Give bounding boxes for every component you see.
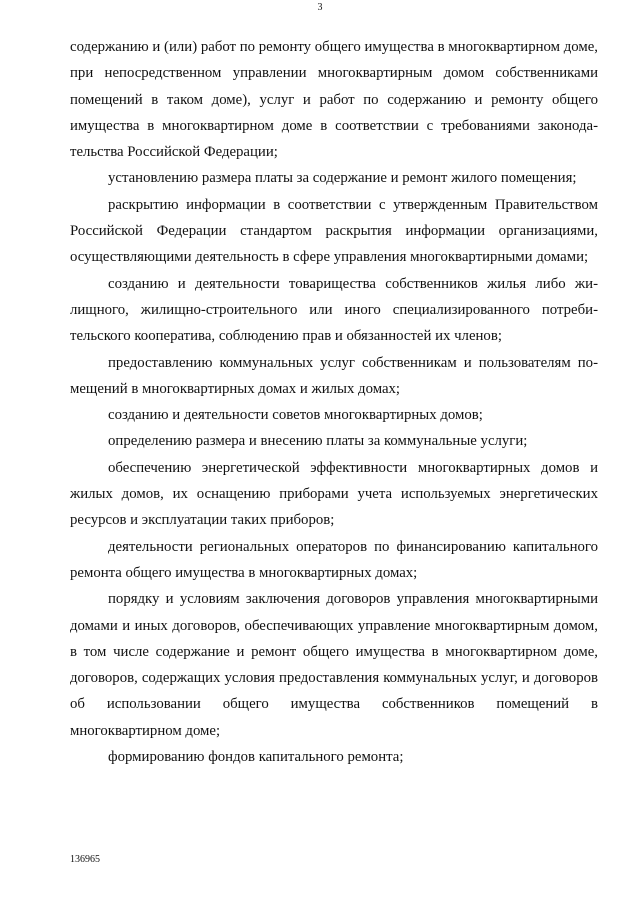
paragraph-utility-payments: определению размера и внесению платы за коммунальные услуги; [108,433,528,450]
paragraph-fee-setting: установлению размера платы за содержание и ремонт жилого помещения; [108,170,577,187]
paragraph-homeowners-association: созданию и деятельности товарищества собственников жилья либо жилищного, жилищно-строительного или иного специализированного потребительского кооператива, соблюдению прав и обязанностей их членов; [70,275,598,345]
paragraph-energy-efficiency: обеспечению энергетической эффективности многоквартирных домов и жилых домов, их оснащению приборами учета используемых энергетических ресурсов и эксплуатации таких приборов; [70,459,598,529]
document-body [70,34,598,770]
paragraph-management-contracts: порядку и условиям заключения договоров управления многоквартирными домами и иных договоров, обеспечивающих управление многоквартирным домом, в том числе содержание и ремонт общего имущества в многоквартирном доме, договоров, содержащих условия предоставления коммунальных услуг, и договоров об использовании общего имущества собственников помещений в многоквартирном доме; [70,591,598,739]
paragraph-utility-services: предоставлению коммунальных услуг собственникам и пользователям помещений в многоквартирных домах и жилых домах; [70,354,598,397]
document-code: 136965 [70,854,100,865]
page-number: 3 [317,2,323,13]
paragraph-information-disclosure: раскрытию информации в соответствии с утвержденным Правительством Российской Федерации стандартом раскрытия информации организациями, осуществляющими деятельность в сфере управления многоквартирными домами; [70,196,598,266]
paragraph-building-councils: созданию и деятельности советов многоквартирных домов; [108,407,483,424]
paragraph-continuation: содержанию и (или) работ по ремонту общего имущества в многоквартирном доме, при непосредственном управлении многоквартирным домом собственниками помещений в таком доме), услуг и работ по содержанию и ремонту общего имущества в многоквартирном доме в соответствии с требованиями законодательства Российской Федерации; [70,39,598,161]
paragraph-repair-funds: формированию фондов капитального ремонта; [108,749,404,766]
paragraph-regional-operators: деятельности региональных операторов по финансированию капитального ремонта общего имущества в многоквартирных домах; [70,538,598,581]
